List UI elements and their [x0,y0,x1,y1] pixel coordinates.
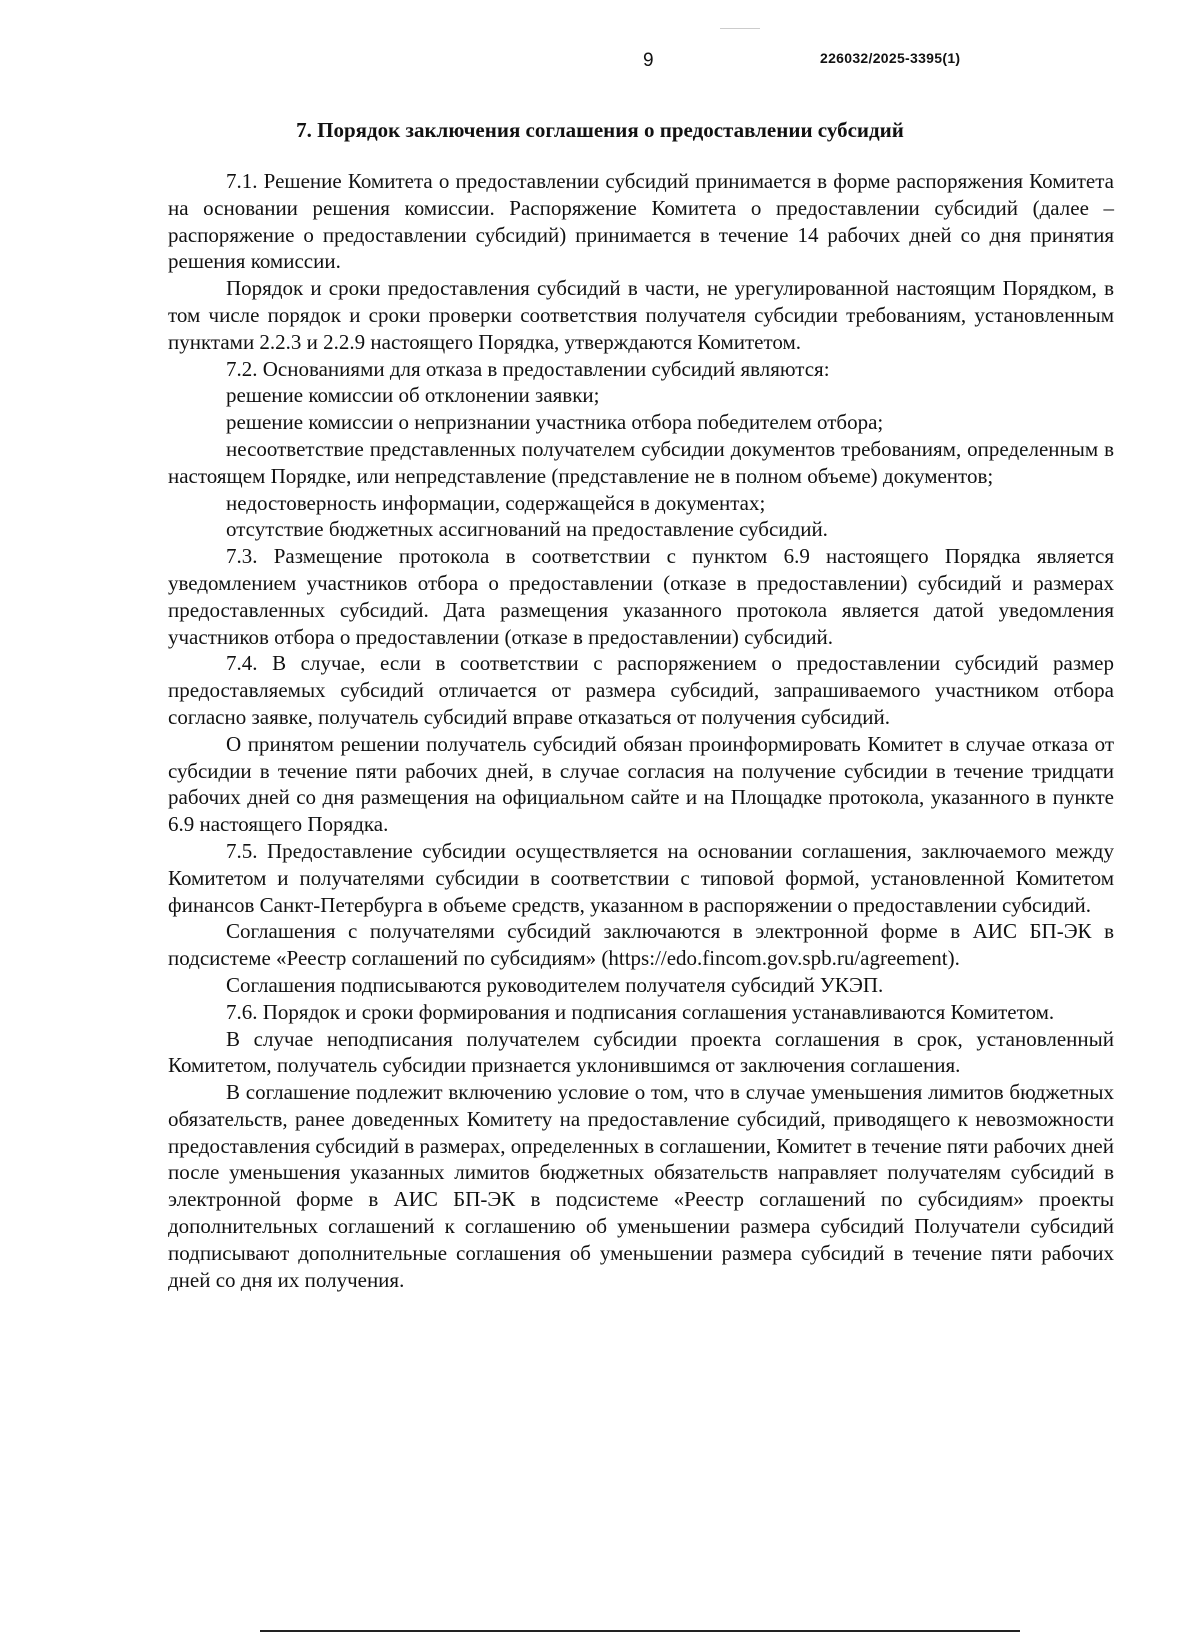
paragraph-7-5: 7.5. Предоставление субсидии осуществляется на основании соглашения, заключаемого между Комитетом и получателями субсидии в соответствии с типовой формой, установленной Комитетом финансов Санкт-Петербурга в объеме средств, указанном в распоряжении о предоставлении субсидий. [168,838,1114,917]
scan-artifact [720,28,760,29]
paragraph-7-6: 7.6. Порядок и сроки формирования и подписания соглашения устанавливаются Комитетом. [226,999,1055,1024]
bottom-border [260,1630,1020,1632]
list-item: недостоверность информации, содержащейся в документах; [226,490,766,515]
paragraph-7-1: 7.1. Решение Комитета о предоставлении субсидий принимается в форме распоряжения Комитета на основании решения комиссии. Распоряжение Комитета о предоставлении субсидий (далее – распоряжение о предоставлении субсидий) принимается в течение 14 рабочих дней со дня принятия решения комиссии. [168,169,1114,274]
document-number: 226032/2025-3395(1) [820,50,961,66]
page-number: 9 [643,50,654,71]
list-item: несоответствие представленных получателем субсидии документов требованиям, определенным в настоящем Порядке, или непредставление (представление не в полном объеме) документов; [168,436,1114,488]
paragraph-limits-reduction: В соглашение подлежит включению условие о том, что в случае уменьшения лимитов бюджетных обязательств, ранее доведенных Комитету на предоставление субсидий, приводящего к невозможности предоставления субсидий в размерах, определенных в соглашении, Комитет в течение пяти рабочих дней после уменьшения указанных лимитов бюджетных обязательств направляет получателям субсидий в электронной форме в АИС БП-ЭК в подсистеме «Реестр соглашений по субсидиям» проекты дополнительных соглашений к соглашению об уменьшении размера субсидий Получатели субсидий подписывают дополнительные соглашения об уменьшении размера субсидий в течение пяти рабочих дней со дня их получения. [168,1080,1114,1292]
paragraph-non-signing: В случае неподписания получателем субсидии проекта соглашения в срок, установленный Комитетом, получатель субсидии признается уклонившимся от заключения соглашения. [168,1026,1114,1078]
paragraph-7-2: 7.2. Основаниями для отказа в предоставлении субсидий являются: [226,356,830,381]
list-item: решение комиссии о непризнании участника отбора победителем отбора; [226,410,884,435]
paragraph-7-4: 7.4. В случае, если в соответствии с распоряжением о предоставлении субсидий размер предоставляемых субсидий отличается от размера субсидий, запрашиваемого участником отбора согласно заявке, получатель субсидий вправе отказаться от получения субсидий. [168,651,1114,729]
paragraph-7-3: 7.3. Размещение протокола в соответствии с пунктом 6.9 настоящего Порядка является уведомлением участников отбора о предоставлении (отказе в предоставлении) субсидий и размерах предоставленных субсидий. Дата размещения указанного протокола является датой уведомления участников отбора о предоставлении (отказе в предоставлении) субсидий. [168,544,1114,649]
section-title: 7. Порядок заключения соглашения о предоставлении субсидий [296,118,904,142]
document-body [168,168,1114,1293]
paragraph-agreements-electronic: Соглашения с получателями субсидий заключаются в электронной форме в АИС БП-ЭК в подсистеме «Реестр соглашений по субсидиям» (https://edo.fincom.gov.spb.ru/agreement). [168,919,1114,971]
page-header [0,46,1200,74]
list-item: отсутствие бюджетных ассигнований на предоставление субсидий. [226,517,828,542]
paragraph-procedure: Порядок и сроки предоставления субсидий в части, не урегулированной настоящим Порядком, в том числе порядок и сроки проверки соответствия получателя субсидии требованиям, установленным пунктами 2.2.3 и 2.2.9 настоящего Порядка, утверждаются Комитетом. [168,276,1114,354]
paragraph-decision: О принятом решении получатель субсидий обязан проинформировать Комитет в случае отказа от субсидии в течение пяти рабочих дней, в случае согласия на получение субсидии в течение тридцати рабочих дней со дня размещения на официальном сайте и на Площадке протокола, указанного в пункте 6.9 настоящего Порядка. [168,731,1114,837]
list-item: решение комиссии об отклонении заявки; [226,383,600,408]
paragraph-agreements-signed: Соглашения подписываются руководителем получателя субсидий УКЭП. [226,972,884,997]
